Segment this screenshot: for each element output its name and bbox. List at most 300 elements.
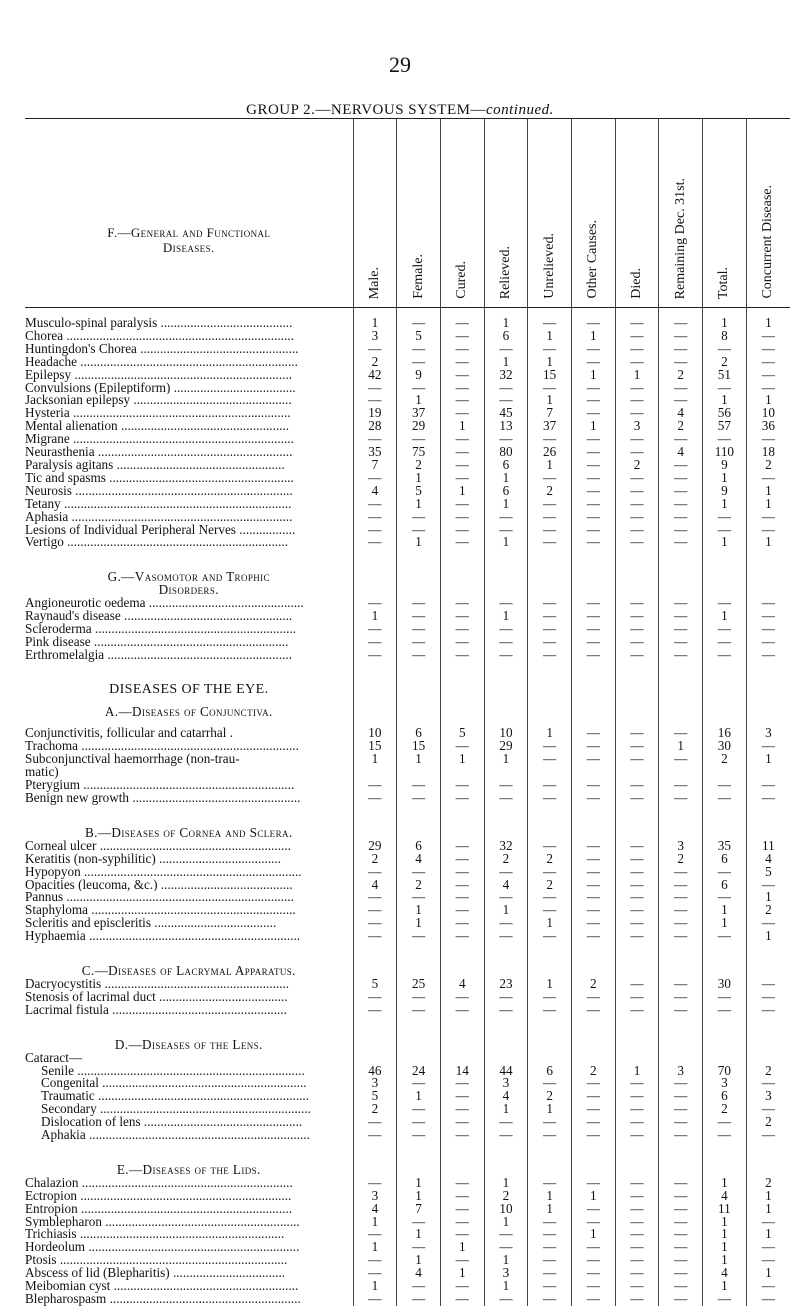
empty-cell (746, 827, 790, 840)
spacer-value-cell (615, 1017, 659, 1039)
spacer-value-cell (703, 549, 747, 571)
value-cell: — (571, 382, 615, 395)
value-cell: 2 (528, 853, 572, 866)
value-cell: 1 (484, 1216, 528, 1229)
value-cell: — (571, 623, 615, 636)
empty-cell (528, 684, 572, 697)
spacer-value-cell (528, 805, 572, 827)
value-cell: 3 (659, 1065, 703, 1078)
value-cell: — (484, 866, 528, 879)
value-cell: — (571, 891, 615, 904)
empty-cell (703, 1039, 747, 1052)
spacer-value-cell (528, 308, 572, 318)
disease-label: Lacrimal fistula ..................................................... (25, 1003, 287, 1017)
value-cell: 4 (440, 978, 484, 991)
value-cell: 4 (484, 879, 528, 892)
value-cell: — (484, 524, 528, 537)
empty-cell (746, 1052, 790, 1065)
value-cell: — (615, 524, 659, 537)
empty-cell (703, 1052, 747, 1065)
empty-cell (397, 706, 441, 719)
value-cell: — (571, 779, 615, 792)
section-title: G.—Vasomotor and Trophic (107, 571, 270, 585)
column-header-text: Cured. (454, 261, 470, 299)
value-cell: — (397, 433, 441, 446)
spacer-value-cell (615, 308, 659, 318)
value-cell: — (746, 1254, 790, 1267)
value-cell: — (615, 610, 659, 623)
value-cell: — (615, 879, 659, 892)
section-title-row (25, 706, 790, 719)
spacer-value-cell (703, 1017, 747, 1039)
table-row (25, 1280, 790, 1293)
value-cell: 1 (571, 330, 615, 343)
value-cell: — (528, 866, 572, 879)
value-cell: — (746, 382, 790, 395)
value-cell: — (659, 1254, 703, 1267)
value-cell: — (397, 1004, 441, 1017)
value-cell: — (615, 840, 659, 853)
value-cell: — (397, 891, 441, 904)
value-cell: — (528, 636, 572, 649)
value-cell: — (659, 597, 703, 610)
value-cell: 1 (440, 1241, 484, 1254)
table-row (25, 343, 790, 356)
value-cell: — (571, 853, 615, 866)
value-cell: 4 (659, 446, 703, 459)
value-cell: — (353, 904, 397, 917)
value-cell: — (615, 792, 659, 805)
value-cell: — (571, 1267, 615, 1280)
value-cell: 3 (746, 727, 790, 740)
value-cell: 1 (484, 1103, 528, 1116)
value-cell: — (571, 433, 615, 446)
disease-label: Erthromelalgia ........................................................ (25, 648, 293, 662)
value-cell: 1 (746, 930, 790, 943)
value-cell: 6 (703, 853, 747, 866)
table-row (25, 459, 790, 472)
table-row (25, 485, 790, 498)
value-cell: — (440, 343, 484, 356)
value-cell: — (571, 1116, 615, 1129)
value-cell: — (703, 382, 747, 395)
value-cell: — (746, 792, 790, 805)
column-header-text: Female. (410, 254, 426, 299)
value-cell: — (571, 930, 615, 943)
spacer-value-cell (440, 549, 484, 571)
value-cell: — (397, 343, 441, 356)
spacer-value-cell (571, 805, 615, 827)
disease-label: Musculo-spinal paralysis ........................................ (25, 317, 293, 330)
spacer-value-cell (615, 1142, 659, 1164)
value-cell: 2 (353, 853, 397, 866)
value-cell: — (528, 1267, 572, 1280)
value-cell: 2 (571, 978, 615, 991)
value-cell: — (528, 472, 572, 485)
spacer-value-cell (746, 805, 790, 827)
value-cell: 1 (528, 978, 572, 991)
value-cell: 1 (659, 740, 703, 753)
value-cell: 1 (571, 420, 615, 433)
value-cell: 3 (484, 1267, 528, 1280)
value-cell: — (703, 1293, 747, 1306)
value-cell: — (746, 740, 790, 753)
value-cell: — (353, 524, 397, 537)
value-cell: 1 (440, 753, 484, 766)
value-cell: — (484, 930, 528, 943)
value-cell: 42 (353, 369, 397, 382)
empty-cell (703, 571, 747, 584)
value-cell: — (484, 891, 528, 904)
value-cell: — (528, 779, 572, 792)
value-cell: 2 (746, 1116, 790, 1129)
empty-cell (528, 827, 572, 840)
value-cell: — (440, 407, 484, 420)
value-cell: — (659, 866, 703, 879)
column-header-text: Unrelieved. (541, 233, 557, 299)
spacer-value-cell (571, 662, 615, 684)
spacer-row (25, 943, 790, 965)
value-cell: 1 (571, 369, 615, 382)
value-cell: 2 (615, 459, 659, 472)
section-title: DISEASES OF THE EYE. (109, 683, 269, 697)
value-cell: — (659, 1090, 703, 1103)
value-cell: — (571, 459, 615, 472)
value-cell (353, 766, 397, 779)
empty-cell (571, 1164, 615, 1177)
spacer-value-cell (440, 805, 484, 827)
value-cell: 7 (353, 459, 397, 472)
value-cell: — (440, 1177, 484, 1190)
value-cell: — (703, 1129, 747, 1142)
table-row (25, 317, 790, 330)
value-cell: 1 (703, 610, 747, 623)
value-cell: — (528, 904, 572, 917)
value-cell: — (440, 369, 484, 382)
value-cell: — (615, 536, 659, 549)
value-cell: — (397, 1241, 441, 1254)
disease-label: Neurosis .................................................................. (25, 484, 293, 498)
empty-cell (615, 571, 659, 584)
table-row (25, 1241, 790, 1254)
value-cell: — (440, 597, 484, 610)
empty-cell (397, 1164, 441, 1177)
column-header (746, 119, 790, 308)
value-cell: 1 (440, 1267, 484, 1280)
value-cell: — (615, 740, 659, 753)
spacer-value-cell (353, 549, 397, 571)
header-row (25, 119, 790, 308)
value-cell: — (353, 930, 397, 943)
value-cell: — (528, 1293, 572, 1306)
value-cell: — (615, 978, 659, 991)
value-cell: — (440, 623, 484, 636)
value-cell: 23 (484, 978, 528, 991)
value-cell: — (571, 1203, 615, 1216)
empty-cell (353, 1052, 397, 1065)
value-cell: — (659, 1267, 703, 1280)
value-cell: — (659, 1129, 703, 1142)
value-cell: — (353, 1004, 397, 1017)
spacer-value-cell (571, 1017, 615, 1039)
value-cell: — (615, 446, 659, 459)
spacer-value-cell (397, 1142, 441, 1164)
disease-label: Stenosis of lacrimal duct ....................................... (25, 990, 288, 1004)
disease-label: Congenital .............................................................. (41, 1077, 307, 1091)
value-cell: — (571, 1254, 615, 1267)
spacer-value-cell (397, 662, 441, 684)
value-cell: 8 (703, 330, 747, 343)
value-cell: — (571, 1004, 615, 1017)
section-title: B.—Diseases of Cornea and Sclera. (84, 826, 293, 840)
value-cell: — (615, 779, 659, 792)
value-cell: — (615, 343, 659, 356)
value-cell: — (528, 536, 572, 549)
value-cell: — (615, 1129, 659, 1142)
table-row (25, 1293, 790, 1306)
value-cell: — (440, 524, 484, 537)
value-cell: — (703, 1004, 747, 1017)
value-cell: 110 (703, 446, 747, 459)
disease-label: Corneal ulcer .......................................................... (25, 839, 291, 853)
value-cell: — (659, 1077, 703, 1090)
disease-label: Trachoma .................................................................. (25, 740, 299, 754)
value-cell: 70 (703, 1065, 747, 1078)
table-row (25, 1103, 790, 1116)
spacer-row (25, 697, 790, 706)
disease-label: Epilepsy .................................................................. (25, 368, 293, 382)
empty-cell (440, 684, 484, 697)
value-cell: — (615, 485, 659, 498)
column-header-text: Died. (629, 268, 645, 299)
value-cell: — (440, 498, 484, 511)
spacer-value-cell (659, 549, 703, 571)
spacer-label-cell (25, 1142, 353, 1164)
table-row (25, 1116, 790, 1129)
value-cell: — (571, 498, 615, 511)
empty-cell (353, 827, 397, 840)
value-cell: — (659, 991, 703, 1004)
subheading-label: Cataract— (25, 1051, 83, 1065)
value-cell: 1 (703, 904, 747, 917)
value-cell: — (440, 1216, 484, 1229)
value-cell: 5 (397, 330, 441, 343)
table-row (25, 407, 790, 420)
spacer-value-cell (746, 697, 790, 706)
spacer-value-cell (746, 1142, 790, 1164)
spacer-value-cell (746, 662, 790, 684)
value-cell: — (528, 1177, 572, 1190)
value-cell: — (746, 1077, 790, 1090)
empty-cell (571, 684, 615, 697)
value-cell: — (353, 511, 397, 524)
value-cell: — (659, 1216, 703, 1229)
value-cell: — (746, 1129, 790, 1142)
disease-label: Hordeolum ................................................................ (25, 1241, 300, 1255)
value-cell: 1 (484, 610, 528, 623)
value-cell: 2 (528, 879, 572, 892)
value-cell: — (484, 1241, 528, 1254)
value-cell: 2 (484, 1190, 528, 1203)
value-cell: — (703, 511, 747, 524)
value-cell: 14 (440, 1065, 484, 1078)
column-header-text: Remaining Dec. 31st. (672, 177, 688, 299)
value-cell: — (746, 978, 790, 991)
value-cell: 80 (484, 446, 528, 459)
empty-cell (397, 571, 441, 584)
spacer-value-cell (659, 662, 703, 684)
value-cell: 1 (571, 1190, 615, 1203)
value-cell: — (397, 623, 441, 636)
statistics-table (25, 118, 790, 1306)
value-cell: — (615, 1077, 659, 1090)
empty-cell (615, 1039, 659, 1052)
column-header-text: Concurrent Disease. (760, 185, 776, 299)
disease-label: Symblepharon ........................................................... (25, 1215, 300, 1229)
value-cell: — (746, 649, 790, 662)
table-row (25, 866, 790, 879)
value-cell: — (703, 524, 747, 537)
disease-label: Mental alienation ................................................... (25, 420, 290, 434)
empty-cell (484, 584, 528, 597)
value-cell: 46 (353, 1065, 397, 1078)
value-cell: — (659, 1228, 703, 1241)
value-cell: — (484, 991, 528, 1004)
value-cell: — (703, 343, 747, 356)
table-row (25, 853, 790, 866)
value-cell: 29 (397, 420, 441, 433)
value-cell: — (659, 727, 703, 740)
column-header (440, 119, 484, 308)
spacer-value-cell (528, 697, 572, 706)
value-cell: — (484, 1004, 528, 1017)
value-cell: — (397, 1129, 441, 1142)
value-cell: — (353, 1116, 397, 1129)
value-cell: — (571, 1103, 615, 1116)
empty-cell (528, 1039, 572, 1052)
spacer-value-cell (440, 662, 484, 684)
value-cell (746, 766, 790, 779)
heading-main: GROUP 2.—NERVOUS SYSTEM— (246, 102, 486, 118)
spacer-label-cell (25, 697, 353, 706)
value-cell: 2 (571, 1065, 615, 1078)
empty-cell (746, 684, 790, 697)
empty-cell (397, 584, 441, 597)
value-cell: — (703, 433, 747, 446)
value-cell: — (440, 317, 484, 330)
empty-cell (703, 1164, 747, 1177)
value-cell: — (659, 1293, 703, 1306)
value-cell: 1 (397, 1254, 441, 1267)
value-cell: — (397, 597, 441, 610)
value-cell: 1 (528, 1190, 572, 1203)
spacer-value-cell (571, 549, 615, 571)
column-header (397, 119, 441, 308)
value-cell: — (571, 536, 615, 549)
value-cell: 1 (746, 317, 790, 330)
spacer-value-cell (703, 662, 747, 684)
value-cell: — (659, 472, 703, 485)
value-cell: 1 (615, 369, 659, 382)
value-cell: — (615, 511, 659, 524)
value-cell: 2 (659, 853, 703, 866)
spacer-value-cell (397, 805, 441, 827)
empty-cell (353, 684, 397, 697)
spacer-value-cell (484, 549, 528, 571)
value-cell: 5 (746, 866, 790, 879)
spacer-label-cell (25, 805, 353, 827)
value-cell: 1 (746, 498, 790, 511)
spacer-row (25, 1017, 790, 1039)
table-row (25, 636, 790, 649)
value-cell: — (571, 1280, 615, 1293)
value-cell: — (659, 1177, 703, 1190)
value-cell: 3 (746, 1090, 790, 1103)
value-cell: 4 (353, 1203, 397, 1216)
value-cell: — (397, 382, 441, 395)
value-cell: 3 (353, 1077, 397, 1090)
table-row (25, 498, 790, 511)
value-cell: 1 (484, 1177, 528, 1190)
value-cell: — (397, 1077, 441, 1090)
value-cell: — (397, 930, 441, 943)
spacer-row (25, 1142, 790, 1164)
value-cell: — (397, 792, 441, 805)
value-cell: 1 (703, 472, 747, 485)
table-row (25, 1004, 790, 1017)
disease-label: Lesions of Individual Peripheral Nerves ................. (25, 523, 296, 537)
spacer-value-cell (571, 943, 615, 965)
spacer-row (25, 308, 790, 318)
value-cell: — (615, 917, 659, 930)
empty-cell (484, 1039, 528, 1052)
value-cell: — (440, 472, 484, 485)
value-cell: — (571, 343, 615, 356)
value-cell: — (703, 891, 747, 904)
value-cell: 2 (353, 356, 397, 369)
value-cell: — (397, 1216, 441, 1229)
value-cell: — (440, 917, 484, 930)
value-cell: — (571, 636, 615, 649)
value-cell: — (571, 472, 615, 485)
spacer-value-cell (703, 308, 747, 318)
spacer-value-cell (484, 662, 528, 684)
spacer-value-cell (353, 308, 397, 318)
value-cell: 1 (528, 1103, 572, 1116)
empty-cell (615, 1164, 659, 1177)
value-cell: 1 (353, 1280, 397, 1293)
value-cell: — (440, 330, 484, 343)
value-cell: — (397, 1116, 441, 1129)
value-cell: 1 (484, 356, 528, 369)
column-header (703, 119, 747, 308)
column-header-text: Other Causes. (585, 220, 601, 299)
empty-cell (746, 1164, 790, 1177)
disease-label: Dislocation of lens ................................................ (41, 1116, 303, 1130)
value-cell: — (528, 740, 572, 753)
value-cell: — (484, 792, 528, 805)
value-cell: — (659, 623, 703, 636)
value-cell: — (615, 623, 659, 636)
value-cell: 18 (746, 446, 790, 459)
value-cell: 37 (397, 407, 441, 420)
value-cell: 1 (397, 536, 441, 549)
value-cell: — (440, 1103, 484, 1116)
spacer-value-cell (440, 308, 484, 318)
spacer-value-cell (659, 805, 703, 827)
value-cell: — (528, 891, 572, 904)
value-cell: 37 (528, 420, 572, 433)
